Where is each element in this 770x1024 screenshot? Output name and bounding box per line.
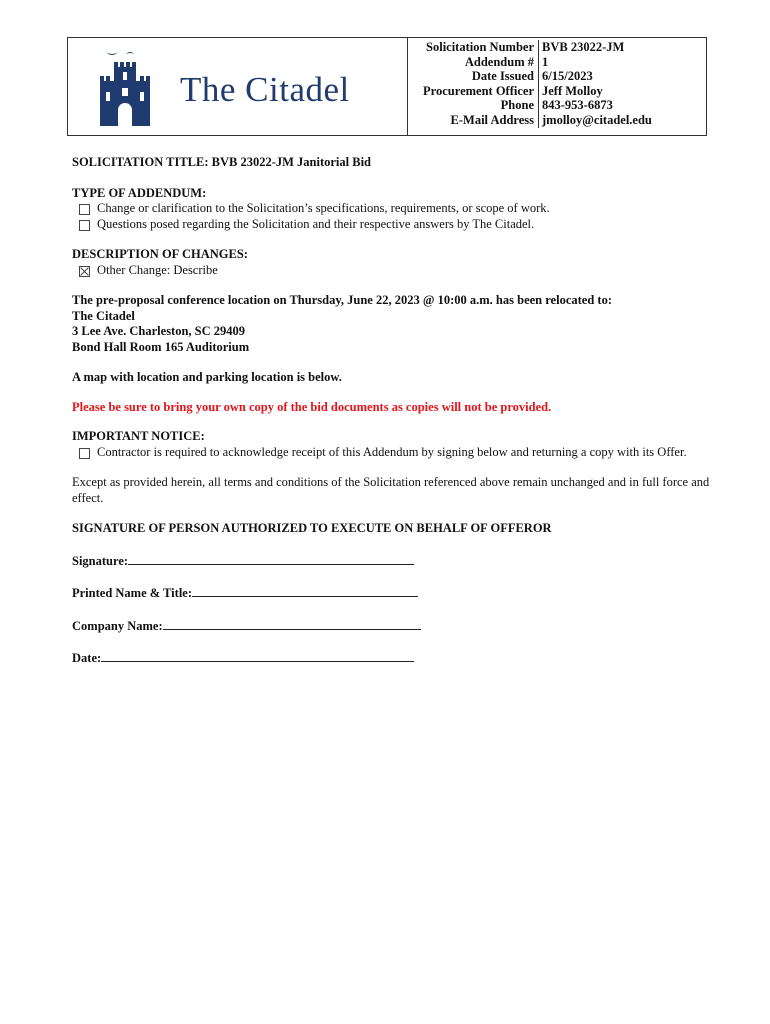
addendum-type-option-questions[interactable] [79,217,712,233]
relocation-notice [72,293,712,355]
citadel-wordmark: The Citadel [180,70,350,109]
table-row [408,98,655,113]
date-line[interactable] [101,649,414,662]
solicitation-title: SOLICITATION TITLE: BVB 23022-JM Janitorial Bid [72,155,372,169]
table-row [408,69,655,84]
info-label: Procurement Officer [423,83,534,98]
section-heading: IMPORTANT NOTICE: [72,429,205,443]
info-value: 6/15/2023 [539,69,655,84]
checkbox-icon[interactable] [79,204,90,215]
printed-name-label: Printed Name & Title: [72,586,193,600]
printed-name-field[interactable] [72,584,712,602]
copies-warning: Please be sure to bring your own copy of the bid documents as copies will not be provided. [72,399,552,414]
date-label: Date: [72,651,102,665]
info-value: 843-953-6873 [539,98,655,113]
table-row [408,55,655,70]
printed-name-line[interactable] [192,584,418,597]
relocation-venue: The Citadel [72,308,135,323]
option-label: Contractor is required to acknowledge receipt of this Addendum by signing below and returning a copy with its Offer. [97,444,687,459]
signature-field[interactable] [72,552,712,570]
company-name-field[interactable] [72,617,712,635]
signature-heading: SIGNATURE OF PERSON AUTHORIZED TO EXECUTE ON BEHALF OF OFFEROR [72,521,552,535]
signature-label: Signature: [72,553,129,568]
checkbox-icon[interactable] [79,448,90,459]
relocation-room: Bond Hall Room 165 Auditorium [72,339,250,354]
info-value: Jeff Molloy [539,84,655,99]
table-row [408,113,655,128]
info-label: E-Mail Address [450,112,534,127]
changes-section [72,247,712,278]
signature-line[interactable] [128,552,414,565]
castle-tower-icon [98,48,158,128]
addendum-type-section [72,186,712,233]
info-label: Solicitation Number [426,40,534,54]
company-name-label: Company Name: [72,618,163,633]
checkbox-icon[interactable] [79,220,90,231]
relocation-line: The pre-proposal conference location on Thursday, June 22, 2023 @ 10:00 a.m. has been relocated to: [72,293,612,307]
acknowledge-option[interactable] [79,445,712,461]
changes-option-other[interactable] [79,263,712,279]
map-note: A map with location and parking location is below. [72,370,342,384]
section-heading: TYPE OF ADDENDUM: [72,185,207,200]
company-name-line[interactable] [163,617,421,630]
addendum-header [67,37,707,136]
info-label: Phone [500,98,534,113]
addendum-body [72,155,712,667]
option-label: Questions posed regarding the Solicitation and their respective answers by The Citadel. [97,216,535,231]
option-label: Change or clarification to the Solicitation’s specifications, requirements, or scope of work. [97,201,550,215]
important-notice-section [72,429,712,460]
addendum-type-option-change[interactable] [79,201,712,217]
info-label: Date Issued [471,69,534,84]
table-row [408,40,655,55]
option-label: Other Change: Describe [97,262,218,277]
relocation-address: 3 Lee Ave. Charleston, SC 29409 [72,324,246,338]
info-value: BVB 23022-JM [539,40,655,55]
citadel-logo [98,48,388,128]
table-row [408,84,655,99]
date-field[interactable] [72,649,712,667]
solicitation-info-table [408,40,655,128]
info-value: 1 [539,55,655,70]
section-heading: DESCRIPTION OF CHANGES: [72,247,248,261]
info-label: Addendum # [464,54,534,69]
info-value: jmolloy@citadel.edu [539,113,655,128]
checked-checkbox-icon[interactable] [79,266,90,277]
terms-paragraph: Except as provided herein, all terms and conditions of the Solicitation referenced above remain unchanged and in full force and effect. [72,475,710,505]
